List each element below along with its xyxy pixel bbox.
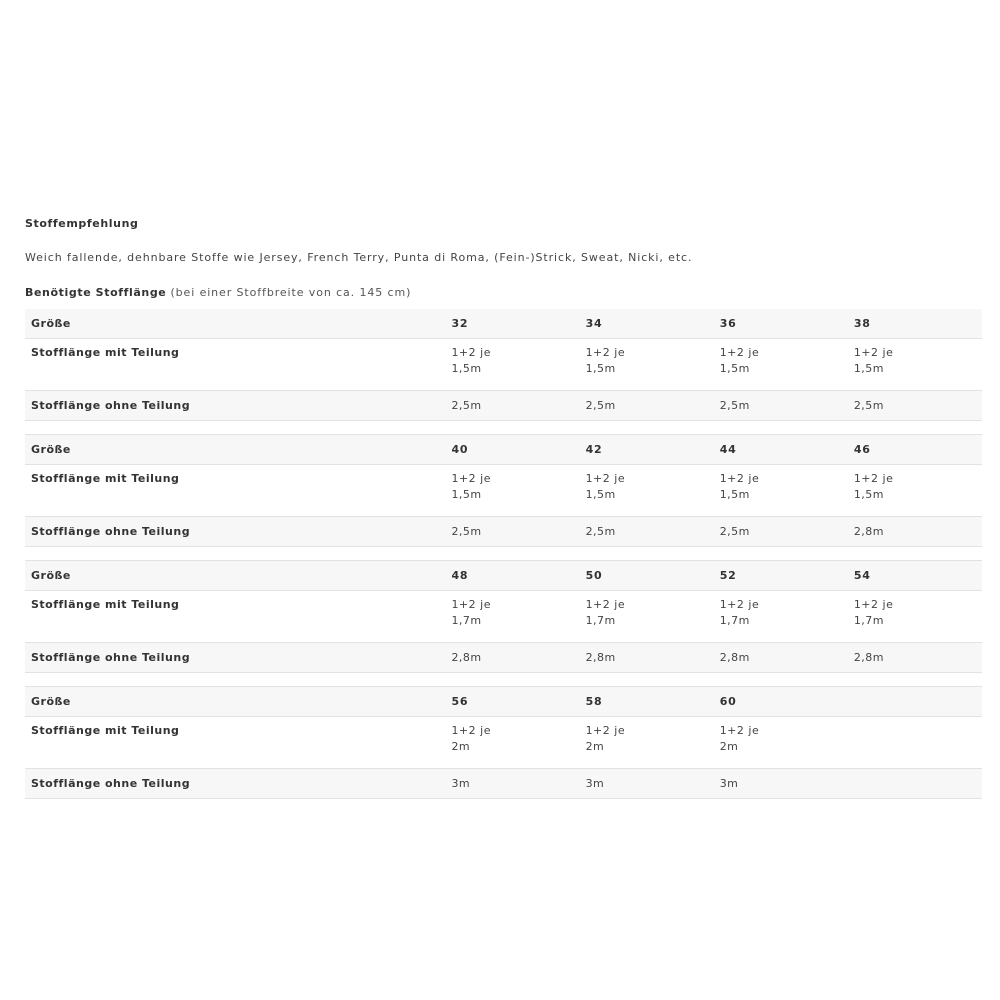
with-division-line: 2m xyxy=(585,740,605,753)
with-division-value xyxy=(714,717,848,769)
without-division-value: 3m xyxy=(580,769,714,799)
row-label-with-division: Stofflänge mit Teilung xyxy=(25,339,445,391)
with-division-line: 1,5m xyxy=(451,362,482,375)
fabric-length-table xyxy=(25,309,982,799)
size-value: 50 xyxy=(580,561,714,591)
with-division-line: 1+2 je xyxy=(719,598,760,611)
table-row-with-division xyxy=(25,717,982,769)
with-division-value xyxy=(714,591,848,643)
row-label-with-division: Stofflänge mit Teilung xyxy=(25,591,445,643)
with-division-line: 1,7m xyxy=(853,614,885,627)
spacer-cell xyxy=(25,421,982,435)
with-division-line: 2m xyxy=(451,740,471,753)
without-division-value: 2,5m xyxy=(714,391,848,421)
without-division-value: 2,5m xyxy=(580,517,714,547)
table-row-with-division xyxy=(25,591,982,643)
with-division-value xyxy=(848,339,982,391)
size-value: 46 xyxy=(848,435,982,465)
without-division-value: 2,8m xyxy=(580,643,714,673)
without-division-value: 2,8m xyxy=(848,517,982,547)
spacer-cell xyxy=(25,673,982,687)
table-row-with-division xyxy=(25,465,982,517)
fabric-length-title: Benötigte Stofflänge xyxy=(25,286,167,299)
with-division-line: 1+2 je xyxy=(853,598,894,611)
size-value: 56 xyxy=(445,687,579,717)
with-division-line: 1+2 je xyxy=(719,472,760,485)
table-group-spacer xyxy=(25,547,982,561)
row-label-without-division: Stofflänge ohne Teilung xyxy=(25,517,445,547)
with-division-line: 1,7m xyxy=(719,614,750,627)
with-division-line: 1,5m xyxy=(451,488,482,501)
with-division-line: 1+2 je xyxy=(853,472,894,485)
row-label-size: Größe xyxy=(25,309,445,339)
with-division-line: 1,7m xyxy=(585,614,616,627)
with-division-value xyxy=(445,591,579,643)
spacer-cell xyxy=(25,547,982,561)
size-value: 34 xyxy=(580,309,714,339)
with-division-value xyxy=(714,465,848,517)
with-division-line: 2m xyxy=(719,740,739,753)
table-row-without-division xyxy=(25,643,982,673)
without-division-value: 3m xyxy=(445,769,579,799)
with-division-value xyxy=(848,465,982,517)
with-division-value xyxy=(580,717,714,769)
with-division-value xyxy=(848,591,982,643)
row-label-with-division: Stofflänge mit Teilung xyxy=(25,717,445,769)
without-division-value: 2,8m xyxy=(445,643,579,673)
row-label-size: Größe xyxy=(25,435,445,465)
with-division-value xyxy=(445,339,579,391)
without-division-value: 2,5m xyxy=(445,391,579,421)
without-division-value: 2,8m xyxy=(848,643,982,673)
without-division-value xyxy=(848,769,982,799)
fabric-length-heading xyxy=(25,285,982,301)
table-group-spacer xyxy=(25,421,982,435)
with-division-line: 1,5m xyxy=(853,488,885,501)
size-value: 60 xyxy=(714,687,848,717)
row-label-size: Größe xyxy=(25,687,445,717)
with-division-line: 1,5m xyxy=(719,488,750,501)
size-value: 58 xyxy=(580,687,714,717)
with-division-value xyxy=(580,339,714,391)
row-label-without-division: Stofflänge ohne Teilung xyxy=(25,391,445,421)
size-value: 38 xyxy=(848,309,982,339)
with-division-line: 1+2 je xyxy=(451,724,491,737)
with-division-line: 1+2 je xyxy=(451,346,491,359)
with-division-line: 1,7m xyxy=(451,614,482,627)
size-value: 48 xyxy=(445,561,579,591)
with-division-line: 1+2 je xyxy=(451,472,491,485)
fabric-recommendation-heading: Stoffempfehlung xyxy=(25,217,139,230)
size-value xyxy=(848,687,982,717)
row-label-without-division: Stofflänge ohne Teilung xyxy=(25,643,445,673)
without-division-value: 2,8m xyxy=(714,643,848,673)
table-row-size xyxy=(25,561,982,591)
size-value: 54 xyxy=(848,561,982,591)
table-row-without-division xyxy=(25,517,982,547)
without-division-value: 3m xyxy=(714,769,848,799)
with-division-line: 1+2 je xyxy=(853,346,894,359)
with-division-value xyxy=(848,717,982,769)
with-division-line: 1+2 je xyxy=(585,472,626,485)
table-row-size xyxy=(25,309,982,339)
with-division-line: 1+2 je xyxy=(585,346,626,359)
with-division-value xyxy=(445,465,579,517)
with-division-value xyxy=(580,591,714,643)
size-value: 52 xyxy=(714,561,848,591)
table-row-with-division xyxy=(25,339,982,391)
table-row-size xyxy=(25,435,982,465)
with-division-line: 1,5m xyxy=(719,362,750,375)
without-division-value: 2,5m xyxy=(714,517,848,547)
fabric-info-section xyxy=(25,216,982,799)
row-label-without-division: Stofflänge ohne Teilung xyxy=(25,769,445,799)
table-row-size xyxy=(25,687,982,717)
size-value: 42 xyxy=(580,435,714,465)
row-label-size: Größe xyxy=(25,561,445,591)
with-division-value xyxy=(714,339,848,391)
with-division-value xyxy=(445,717,579,769)
with-division-value xyxy=(580,465,714,517)
with-division-line: 1+2 je xyxy=(585,724,626,737)
table-row-without-division xyxy=(25,769,982,799)
fabric-recommendation-text: Weich fallende, dehnbare Stoffe wie Jersey, French Terry, Punta di Roma, (Fein-)Strick, Sweat, Nicki, etc. xyxy=(25,251,693,264)
without-division-value: 2,5m xyxy=(580,391,714,421)
size-value: 36 xyxy=(714,309,848,339)
fabric-width-note: (bei einer Stoffbreite von ca. 145 cm) xyxy=(170,286,412,299)
with-division-line: 1,5m xyxy=(585,488,616,501)
with-division-line: 1,5m xyxy=(853,362,885,375)
table-group-spacer xyxy=(25,673,982,687)
with-division-line: 1+2 je xyxy=(719,724,760,737)
with-division-line: 1+2 je xyxy=(585,598,626,611)
with-division-line: 1,5m xyxy=(585,362,616,375)
without-division-value: 2,5m xyxy=(445,517,579,547)
size-value: 32 xyxy=(445,309,579,339)
size-value: 44 xyxy=(714,435,848,465)
with-division-line: 1+2 je xyxy=(719,346,760,359)
with-division-line: 1+2 je xyxy=(451,598,491,611)
without-division-value: 2,5m xyxy=(848,391,982,421)
table-row-without-division xyxy=(25,391,982,421)
row-label-with-division: Stofflänge mit Teilung xyxy=(25,465,445,517)
size-value: 40 xyxy=(445,435,579,465)
